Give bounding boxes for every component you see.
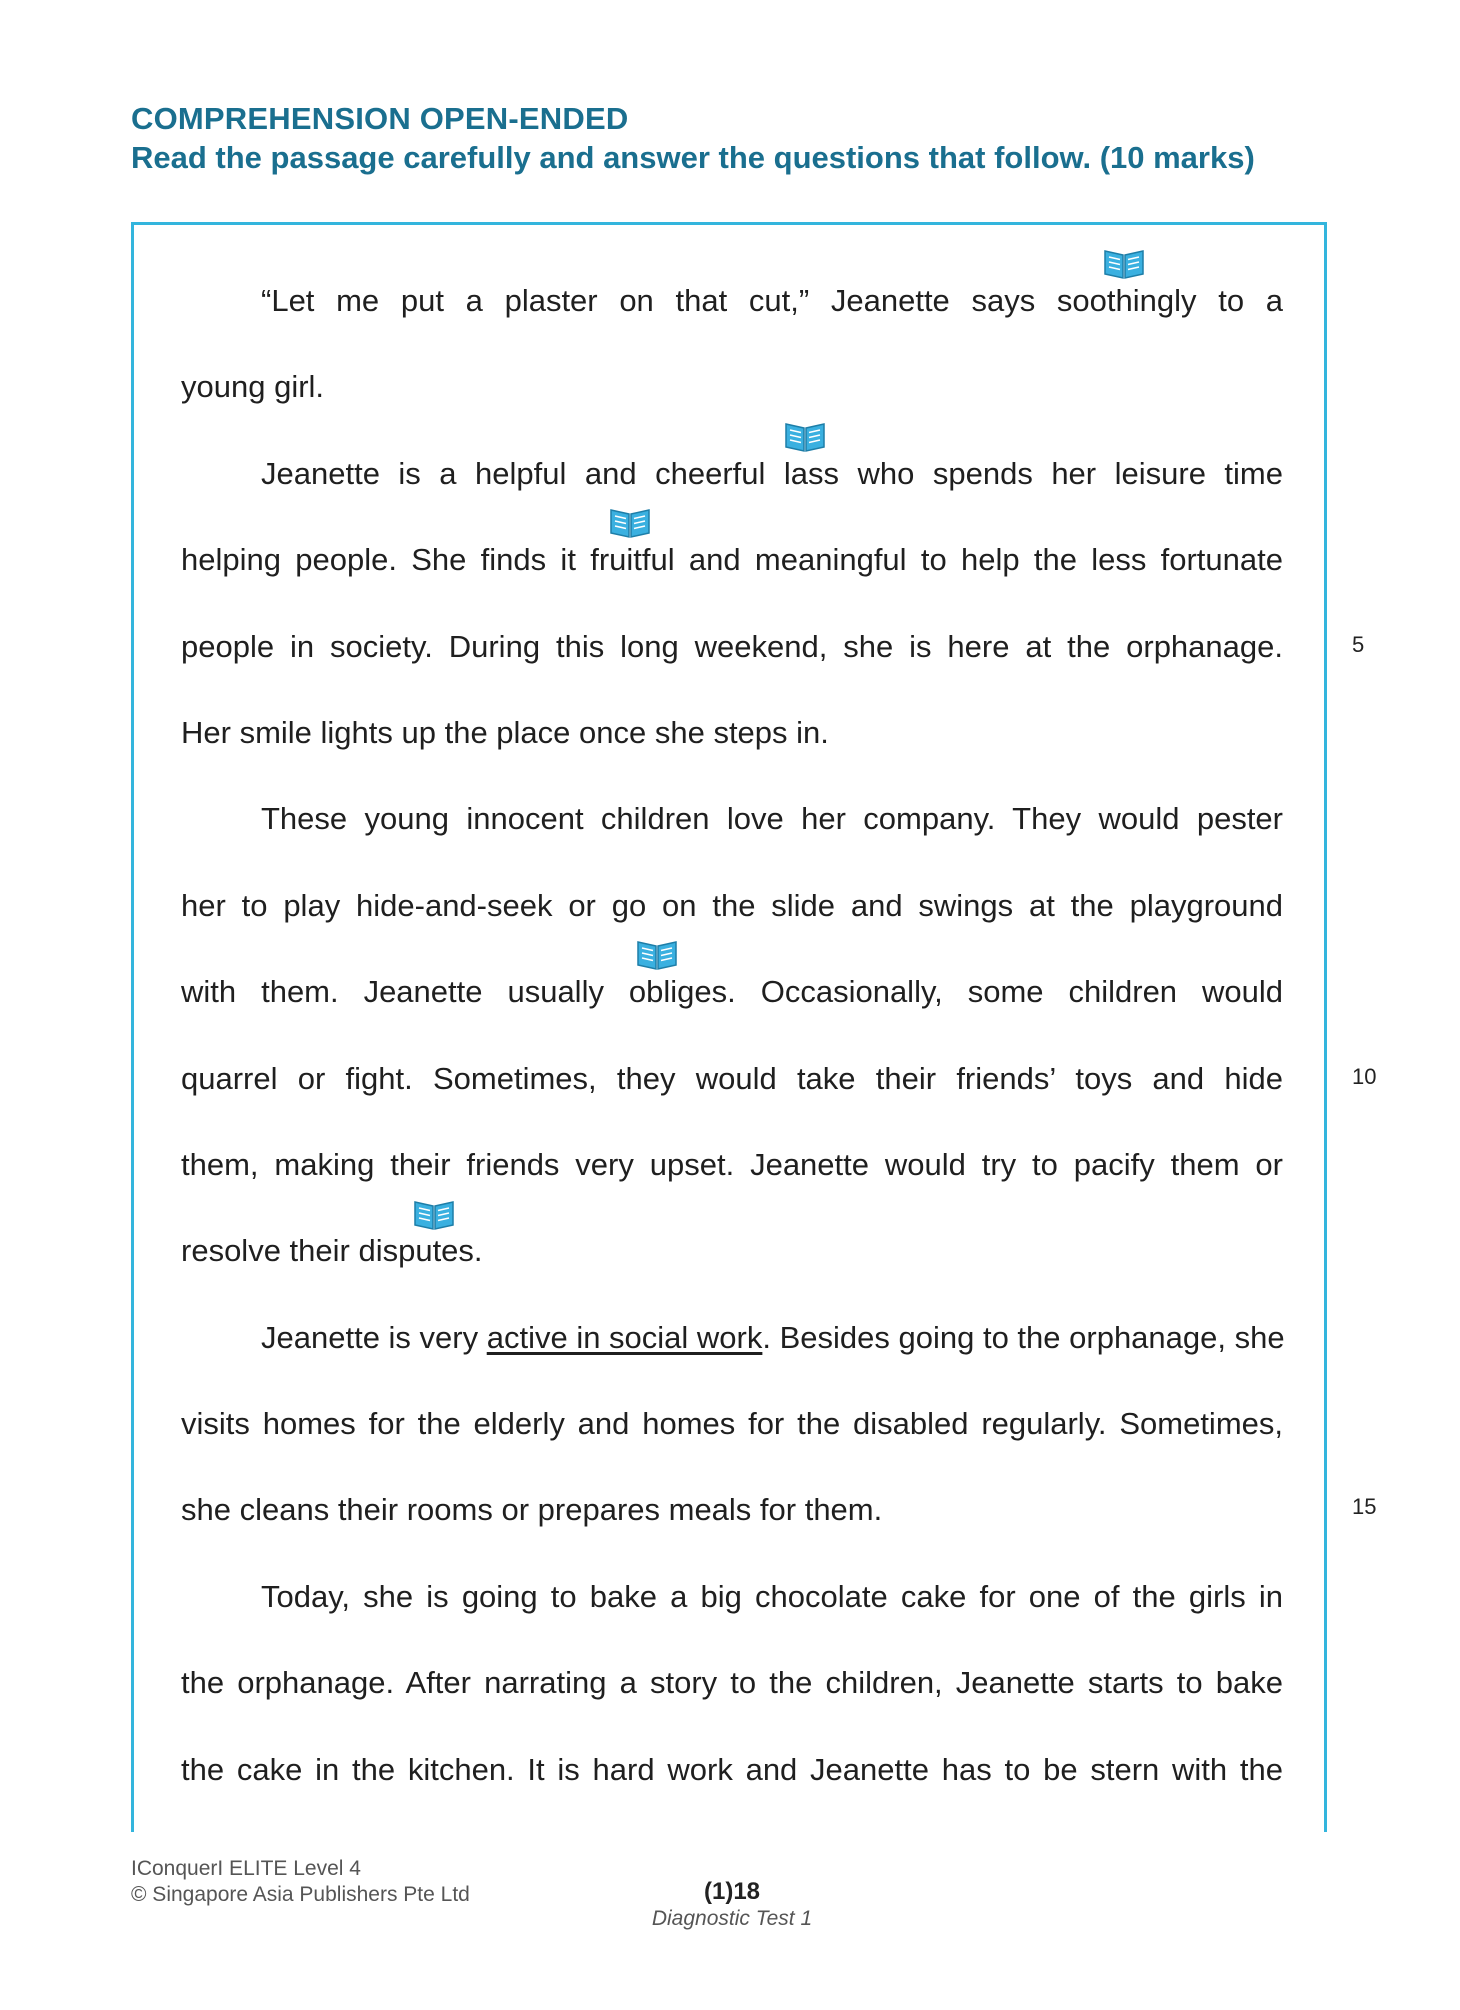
open-book-icon[interactable] <box>412 1196 456 1232</box>
passage-text: . Besides going to the orphanage, she <box>762 1319 1285 1355</box>
open-book-icon[interactable] <box>608 504 652 540</box>
passage-line: with them. Jeanette usually obliges. Occasionally, some children would <box>181 974 1283 1010</box>
passage-line: “Let me put a plaster on that cut,” Jeanette says soothingly to a <box>261 283 1283 318</box>
passage-line: Her smile lights up the place once she steps in. <box>181 714 829 750</box>
line-number: 10 <box>1352 1064 1377 1089</box>
copyright-text: © Singapore Asia Publishers Pte Ltd <box>131 1883 470 1906</box>
footer-page-info <box>620 1878 844 1932</box>
page-header <box>131 100 1255 178</box>
passage-line: young girl. <box>181 369 325 405</box>
page-number: (1)18 <box>703 1878 761 1905</box>
passage-line: visits homes for the elderly and homes for the disabled regularly. Sometimes, <box>181 1406 1283 1442</box>
passage-line: These young innocent children love her company. They would pester <box>261 801 1283 837</box>
open-book-icon[interactable] <box>783 418 827 454</box>
line-number: 15 <box>1352 1494 1377 1519</box>
passage-line <box>181 1295 1283 1381</box>
open-book-icon[interactable] <box>1102 245 1146 281</box>
passage <box>181 258 1283 1813</box>
test-name: Diagnostic Test 1 <box>651 1907 813 1930</box>
passage-line: Jeanette is a helpful and cheerful lass who spends her leisure time <box>261 455 1283 491</box>
footer-publisher <box>131 1856 470 1908</box>
passage-line: she cleans their rooms or prepares meals for them. <box>181 1492 883 1528</box>
underlined-phrase: active in social work <box>486 1319 763 1355</box>
passage-line: helping people. She finds it fruitful and meaningful to help the less fortunate <box>181 542 1283 578</box>
passage-line: her to play hide-and-seek or go on the slide and swings at the playground <box>181 887 1283 923</box>
passage-line: people in society. During this long weekend, she is here at the orphanage. <box>181 628 1283 664</box>
passage-line: quarrel or fight. Sometimes, they would take their friends’ toys and hide <box>181 1060 1283 1096</box>
series-name: IConquerI ELITE Level 4 <box>131 1857 361 1880</box>
passage-text: Jeanette is very <box>261 1319 487 1355</box>
line-number: 5 <box>1352 632 1365 657</box>
open-book-icon[interactable] <box>635 936 679 972</box>
passage-line: them, making their friends very upset. Jeanette would try to pacify them or <box>181 1146 1283 1182</box>
passage-line: the cake in the kitchen. It is hard work and Jeanette has to be stern with the <box>181 1751 1283 1787</box>
section-title: COMPREHENSION OPEN-ENDED <box>131 101 629 136</box>
passage-line: Today, she is going to bake a big chocolate cake for one of the girls in <box>261 1578 1283 1614</box>
instruction-text: Read the passage carefully and answer the questions that follow. (10 marks) <box>131 140 1255 175</box>
passage-line: resolve their disputes. <box>181 1233 483 1269</box>
passage-line: the orphanage. After narrating a story to the children, Jeanette starts to bake <box>181 1665 1283 1701</box>
